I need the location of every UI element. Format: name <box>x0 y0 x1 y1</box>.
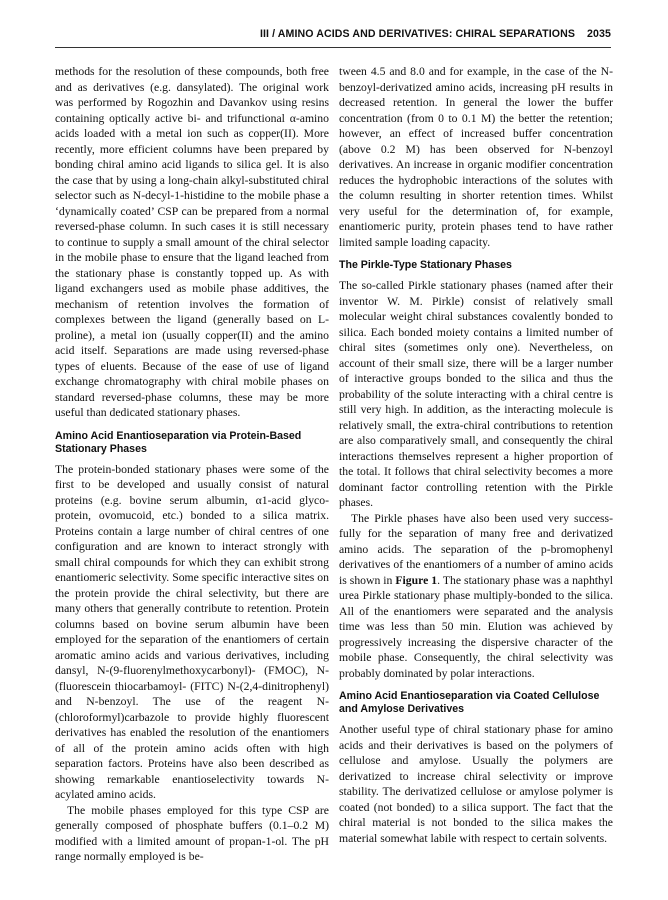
right-paragraph-1: tween 4.5 and 8.0 and for example, in the case of the N-benzoyl-derivatized amino acids, increasing pH results in decreased retention. In general the lower the buffer concentration (from 0 to 0.1 M) the better the retention; however, an effect of increased buffer concentration (above 0.2 M) has been observed for N-benzoyl derivatives. An increase in organic modifier concentration reduces the hydrophobic interactions of the solutes with the column resulting in shorter retention times. Whilst very useful for the determination of, for example, enantiomeric purity, protein phases tend to have rather limited sample loading capacity. <box>339 65 613 249</box>
page-number: 2035 <box>587 28 611 40</box>
right-paragraph-2: The so-called Pirkle stationary phases (named after their inventor W. M. Pirkle) consist of relatively small molecular weight chiral substances covalently bonded to silica. Each bonded moiety contains a limited number of chiral sites (sometimes only one). Nevertheless, on account of their small size, there will be a larger number of interactive groups bonded to the silica and thus the probability of the solute interacting with a chiral centre is still very high. In addition, as the interacting molecule is relatively small, the extra-chiral contributions to retention are also comparatively small, and consequently the chiral interactions themselves represent a higher proportion of the total. It follows that chiral selectivity becomes a more dominant factor controlling retention with the Pirkle phases. <box>339 279 613 509</box>
right-paragraph-4: Another useful type of chiral stationary phase for amino acids and their derivatives is based on the polymers of cellulose and amylose. Usually the polymers are derivatized to increase chiral selectivity or improve stability. The derivatized cellulose or amylose polymer is coated (not bonded) to a silica support. The fact that the chiral material is not bonded to the silica makes the material somewhat labile with respect to certain solvents. <box>339 723 613 845</box>
section-heading-protein-phases: Amino Acid Enantioseparation via Protein-Based Stationary Phases <box>55 429 302 455</box>
right-paragraph-3 <box>339 511 613 682</box>
header-rule <box>55 47 611 48</box>
paragraph-text: The Pirkle phases have also been used very successfully for the separation of many free and derivatized amino acids. The separation of the p-bromophenyl derivatives of the enantiomers of a number of amino acids is shown in <box>339 511 613 587</box>
section-heading-cellulose-amylose: Amino Acid Enantioseparation via Coated Cellulose and Amylose Derivatives <box>339 690 600 715</box>
section-heading-pirkle-phases: The Pirkle-Type Stationary Phases <box>339 259 512 271</box>
running-head <box>260 28 611 40</box>
left-paragraph-2: The protein-bonded stationary phases were some of the first to be developed and usually consist of natural proteins (e.g. bovine serum albumin, α1-acid glycoprotein, ovomucoid, etc.) bonded to a silica matrix. Proteins contain a large number of chiral centres of one configuration and are known to interact strongly with small chiral compounds for which they can exhibit strong enantiomeric selectivity. Some specific interactive sites on the protein provide the chiral selectivity, but there are many others that generally contribute to retention. Protein columns based on bovine serum albumin have been employed for the separation of the enantiomers of certain aromatic amino acids and various derivatives, including dansyl, N-(9-fluorenylmethoxycarbonyl)- (FMOC), N-(fluorescein thiocarbamoyl- (FITC) N-(2,4-dinitrophenyl) and N-benzoyl. The use of the reagent N-(chloroformyl)carbazole to provide highly fluorescent derivatives has enabled the resolution of the enantiomers of all of the protein amino acids often with high separation factors. Proteins have also been described as showing remarkable enantioselectivity towards N-acylated amino acids. <box>55 462 329 801</box>
left-paragraph-1: methods for the resolution of these compounds, both free and as derivatives (e.g. dansylated). The original work was performed by Rogozhin and Davankov using resins containing optically active bi- and trifunctional α-amino acids loaded with a metal ion such as copper(II). More recently, more efficient columns have been prepared by bonding chiral amino acid ligands to silica gel. It is also the case that by using a long-chain alkyl-substituted chiral selector such as N-decyl-1-histidine to the mobile phase a ‘dynamically coated’ CSP can be prepared from a normal reversed-phase column. In such cases it is still necessary to continue to supply a small amount of the chiral selector in the mobile phase to ensure that the ligand leached from the stationary phase is constantly topped up. As with ligand exchangers used as mobile phase additives, the mechanism of retention involves the formation of complexes between the ligand (generally based on L-proline), a metal ion (usually copper(II) and the amino acid itself. Separations are made using reversed-phase types of eluents. Because of the ease of use of ligand exchange chromatography with chiral mobile phases on standard reversed-phase columns, these may be more useful than dedicated stationary phases. <box>55 65 329 419</box>
left-paragraph-3: The mobile phases employed for this type CSP are generally composed of phosphate buffers (0.1–0.2 M) modified with a limited amount of propan-1-ol. The pH range normally employed is be- <box>55 803 329 863</box>
right-column <box>339 64 613 846</box>
figure-1-link[interactable]: Figure 1 <box>395 573 438 587</box>
paragraph-text: . The stationary phase was a naphthyl urea Pirkle stationary phase multiply-bonded to the silica. All of the enantiomers were separated and the analysis time was less than 50 min. Elution was achieved by progressively increasing the dispersive character of the mobile phase. Consequently, the chiral selectivity was probably dominated by polar interactions. <box>339 573 613 680</box>
left-column <box>55 64 329 865</box>
running-title: III / AMINO ACIDS AND DERIVATIVES: CHIRAL SEPARATIONS <box>259 28 576 40</box>
